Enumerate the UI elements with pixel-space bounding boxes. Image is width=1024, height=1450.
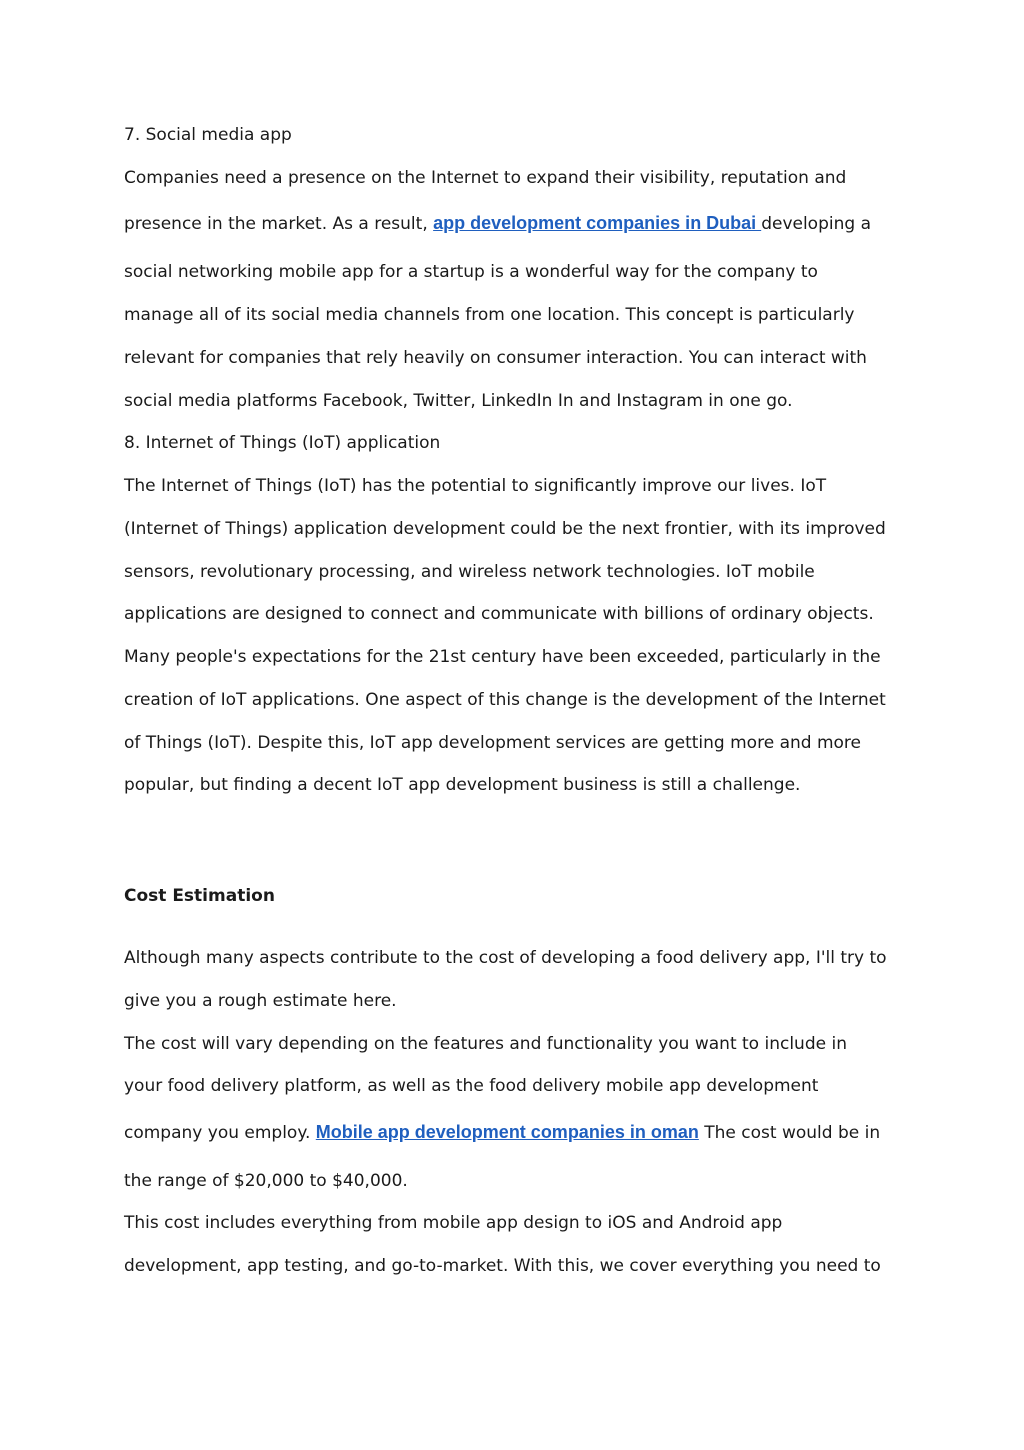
section-7-line: social media platforms Facebook, Twitter, LinkedIn In and Instagram in one go. xyxy=(124,391,793,411)
section-8-title: 8. Internet of Things (IoT) application xyxy=(124,433,441,453)
section-8-line: creation of IoT applications. One aspect of this change is the development of the Internet xyxy=(124,690,886,710)
cost-line: This cost includes everything from mobile app design to iOS and Android app xyxy=(124,1213,783,1233)
paragraph-text: The cost would be in xyxy=(704,1123,881,1143)
section-8-line: of Things (IoT). Despite this, IoT app development services are getting more and more xyxy=(124,733,861,753)
section-7-line: relevant for companies that rely heavily on consumer interaction. You can interact with xyxy=(124,348,867,368)
cost-line: give you a rough estimate here. xyxy=(124,991,397,1011)
dubai-companies-link[interactable]: app development companies in Dubai xyxy=(433,213,762,233)
cost-line: the range of $20,000 to $40,000. xyxy=(124,1171,408,1191)
paragraph-text: developing a xyxy=(761,214,871,234)
oman-companies-link[interactable]: Mobile app development companies in oman xyxy=(315,1122,699,1142)
cost-estimation-heading: Cost Estimation xyxy=(124,886,275,906)
cost-line: development, app testing, and go-to-market. With this, we cover everything you need to xyxy=(124,1256,881,1276)
section-7-title: 7. Social media app xyxy=(124,125,292,145)
cost-line: Although many aspects contribute to the cost of developing a food delivery app, I'll try to xyxy=(124,948,887,968)
cost-line: The cost will vary depending on the features and functionality you want to include in xyxy=(124,1034,847,1054)
section-7-line: social networking mobile app for a startup is a wonderful way for the company to xyxy=(124,262,818,282)
section-8-line: (Internet of Things) application development could be the next frontier, with its improved xyxy=(124,519,886,539)
paragraph-text: presence in the market. As a result, xyxy=(124,214,428,234)
section-8-line: popular, but finding a decent IoT app development business is still a challenge. xyxy=(124,775,801,795)
section-7-line: Companies need a presence on the Internet to expand their visibility, reputation and xyxy=(124,168,847,188)
cost-line: your food delivery platform, as well as the food delivery mobile app development xyxy=(124,1076,819,1096)
paragraph-text: company you employ. xyxy=(124,1123,311,1143)
section-8-line: Many people's expectations for the 21st century have been exceeded, particularly in the xyxy=(124,647,881,667)
section-7-line: manage all of its social media channels from one location. This concept is particularly xyxy=(124,305,855,325)
section-8-line: sensors, revolutionary processing, and wireless network technologies. IoT mobile xyxy=(124,562,815,582)
section-8-line: applications are designed to connect and communicate with billions of ordinary objects. xyxy=(124,604,874,624)
section-8-line: The Internet of Things (IoT) has the potential to significantly improve our lives. IoT xyxy=(124,476,827,496)
section-7-line-with-link xyxy=(124,212,871,234)
cost-line-with-link xyxy=(124,1121,880,1143)
